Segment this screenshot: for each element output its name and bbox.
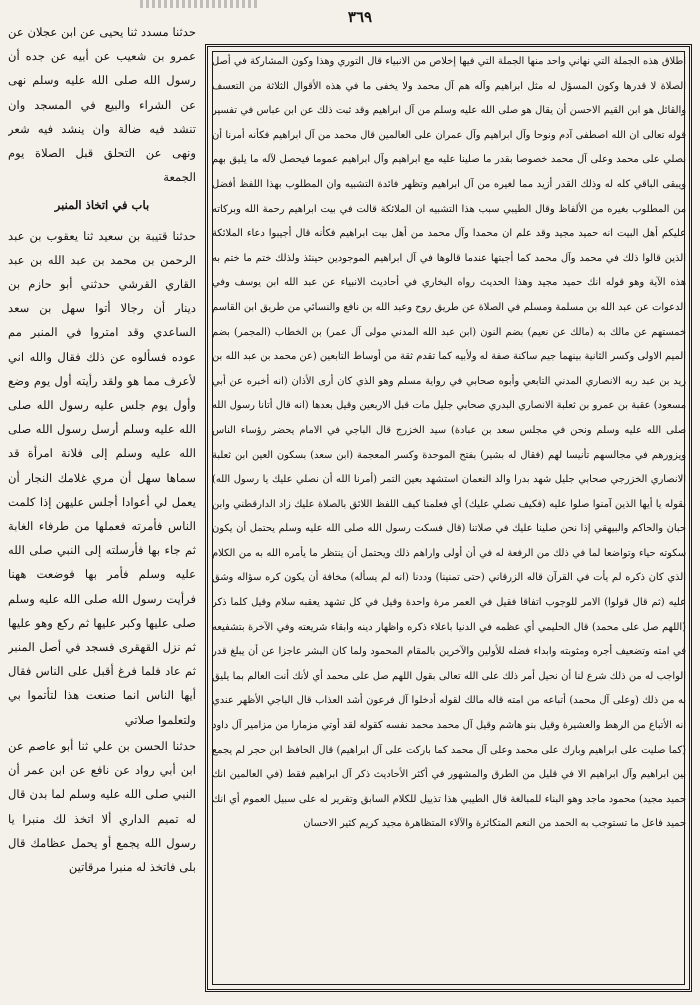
page-number: ٣٦٩ xyxy=(347,8,373,26)
margin-hadith-column xyxy=(8,20,196,995)
margin-paragraph-1: حدثنا مسدد ثنا يحيى عن ابن عجلان عن عمرو بن شعيب عن أبيه عن جده أن رسول الله صلى الله عليه وسلم نهى عن الشراء والبيع في المسجد وان تنشد فيه ضالة وان ينشد فيه شعر ونهى عن التحلق قبل الصلاة يوم الجمعة xyxy=(8,25,196,185)
commentary-main-text xyxy=(212,50,686,986)
commentary-paragraph: اطلاق هذه الجملة التي نهاني واحد منها الجملة التي فيها إخلاص من الانبياء قال التوري وهذا وكون المشاركة في أصل الصلاة لا قدرها وكون المسؤل له مثل ابراهيم وآله هم آل محمد ولا يخفى ما في هذه الأقوال الثلاثة من التعسف والقائل هو ابن القيم الاحسن أن يقال هو صلى الله عليه وسلم من آل ابراهيم وقد ثبت ذلك عن ابن عباس في تفسير قوله تعالى ان الله اصطفى آدم ونوحا وآل ابراهيم وآل عمران على العالمين قال محمد من آل ابراهيم فكأنه أمرنا أن نصلي على محمد وعلى آل محمد خصوصا بقدر ما صلينا عليه مع ابراهيم وآل ابراهيم عموما فيحصل لآله ما يليق بهم ويبقى الباقي كله له وذلك القدر أزيد مما لغيره من آل ابراهيم وتظهر فائدة التشبيه وان المطلوب بهذا اللفظ أفضل من المطلوب بغيره من الألفاظ وقال الطيبي سبب هذا التشبيه ان الملائكة قالت في بيت ابراهيم رحمة الله وبركاته عليكم أهل البيت انه حميد مجيد وقد علم ان محمدا وآل محمد من أهل بيت ابراهيم فكأنه قال أجيبوا دعاء الملائكة الذين قالوا ذلك في محمد وآل محمد كما أجبتها عندما قالوها في آل ابراهيم الموجودين حينئذ ولذلك ختم ما ختم به هذه الآية وهو قوله انك حميد مجيد وهذا الحديث رواه البخاري في أحاديث الانبياء عن عبد الله ابن يوسف وفي الدعوات عن عبد الله بن مسلمة ومسلم في الصلاة عن طريق روح وعبد الله بن نافع والنسائي من طريق ابن القاسم خمستهم عن مالك به (مالك عن نعيم) بضم النون (ابن عبد الله المدني مولى آل عمر) بن الخطاب (المجمر) بضم الميم الاولى وكسر الثانية بينهما جيم ساكنة صفة له ولأبيه كما تقدم ثقة من أوساط التابعين (عن محمد بن عبد الله بن زيد بن عبد ربه الانصاري المدني التابعي وأبوه صحابي في رواية مسلم وهو الذي كان أرى الأذان (انه أخبره عن أبي مسعود) عقبة بن عمرو بن ثعلبة الانصاري البدري صحابي جليل مات قبل الاربعين وقيل بعدها (انه قال أتانا رسول الله صلى الله عليه وسلم ونحن في مجلس سعد بن عبادة) سيد الخزرج قال الباجي في الامام يحضر رؤساء الناس ويزورهم في مجالسهم تأنيسا لهم (فقال له بشير) بفتح الموحدة وكسر المعجمة (ابن سعد) بسكون العين ابن ثعلبة الانصاري الخزرجي صحابي جليل شهد بدرا والد النعمان استشهد بعين التمر (أمرنا الله أن نصلي عليك يا رسول الله) بقوله يا أيها الذين آمنوا صلوا عليه (فكيف نصلي عليك) أي فعلمنا كيف اللفظ اللائق بالصلاة عليك زاد الدارقطني وابن حبان والحاكم والبيهقي إذا نحن صلينا عليك في صلاتنا (قال فسكت رسول الله صلى الله عليه وسلم يحتمل أن يكون سكوته حياء وتواضعا لما في ذلك من الرفعة له في أن أولى واراهم ذلك ويحتمل أن ينتظر ما يأمره الله به من الكلام الذي كان ذكره لم يأت في القرآن قاله الزرقاني (حتى تمنينا) وددنا (انه لم يسأله) مخافة أن يكون كره سؤاله وشق عليه (ثم قال قولوا) الامر للوجوب اتفاقا فقيل في العمر مرة واحدة وقيل في كل تشهد يعقبه سلام وقيل كلما ذكر (اللهم صل على محمد) قال الحليمي أي عظمه في الدنيا باعلاء ذكره واظهار دينه وابقاء شريعته وفي الآخرة بتشفيعه في امته وتضعيف أجره ومثوبته وابداء فضله للأولين والآخرين بالمقام المحمود ولما كان البشر عاجزا عن أن يبلغ قدر الواجب له من ذلك شرع لنا أن نحيل أمر ذلك على الله تعالى بقول اللهم صل على محمد أي لأنك أنت العالم بما يليق به من ذلك (وعلى آل محمد) أتباعه من امته قاله مالك لقوله أدخلوا آل فرعون أشد العذاب قال الباجي الأظهر عندي انه الأتباع من الرهط والعشيرة وقيل بنو هاشم وقيل آل محمد محمد نفسه كقوله لقد أوتي مزمارا من مزامير آل داود (كما صليت على ابراهيم وبارك على محمد وعلى آل محمد كما باركت على آل ابراهيم) قال الحافظ ابن حجر لم يجمع بين ابراهيم وآل ابراهيم الا في قليل من الطرق والمشهور في أكثر الأحاديث ذكر آل ابراهيم فقط (في العالمين انك حميد مجيد) محمود ماجد وهو البناء للمبالغة قال الطيبي هذا تذييل للكلام السابق وتقرير له على سبيل العموم أي انك حميد فاعل ما تستوجب به الحمد من النعم المتكاثرة والآلاء المتظاهرة مجيد كريم كثير الاحسان xyxy=(212,56,686,830)
chapter-heading: باب في اتخاذ المنبر xyxy=(54,198,150,213)
margin-paragraph-2: حدثنا قتيبة بن سعيد ثنا يعقوب بن عبد الرحمن بن محمد بن عبد الله بن عبد القاري القرشي حدثني أبو حازم بن دينار أن رجالا أتوا سهل بن سعد الساعدي وقد امتروا في المنبر مم عوده فسألوه عن ذلك فقال والله اني لأعرف مما هو ولقد رأيته أول يوم وضع وأول يوم جلس عليه رسول الله صلى الله عليه وسلم أرسل رسول الله صلى الله عليه وسلم إلى فلانة امرأة قد سماها سهل أن مري غلامك النجار أن يعمل لي أعوادا أجلس عليهن إذا كلمت الناس فأمرته فعملها من طرفاء الغابة ثم جاء بها فأرسلته إلى النبي صلى الله عليه وسلم فأمر بها فوضعت ههنا فرأيت رسول الله صلى الله عليه وسلم صلى عليها وكبر عليها ثم ركع وهو عليها ثم نزل القهقرى فسجد في أصل المنبر ثم عاد فلما فرغ أقبل على الناس فقال أيها الناس انما صنعت هذا لتأتموا بي ولتعلموا صلاتي xyxy=(8,228,196,727)
page-edge-marks xyxy=(140,0,260,8)
margin-paragraph-3: حدثنا الحسن بن علي ثنا أبو عاصم عن ابن أبي رواد عن نافع عن ابن عمر أن النبي صلى الله عليه وسلم لما بدن قال له تميم الداري ألا اتخذ لك منبرا يا رسول الله يجمع أو يحمل عظامك قال بلى فاتخذ له منبرا مرقاتين xyxy=(8,738,196,874)
